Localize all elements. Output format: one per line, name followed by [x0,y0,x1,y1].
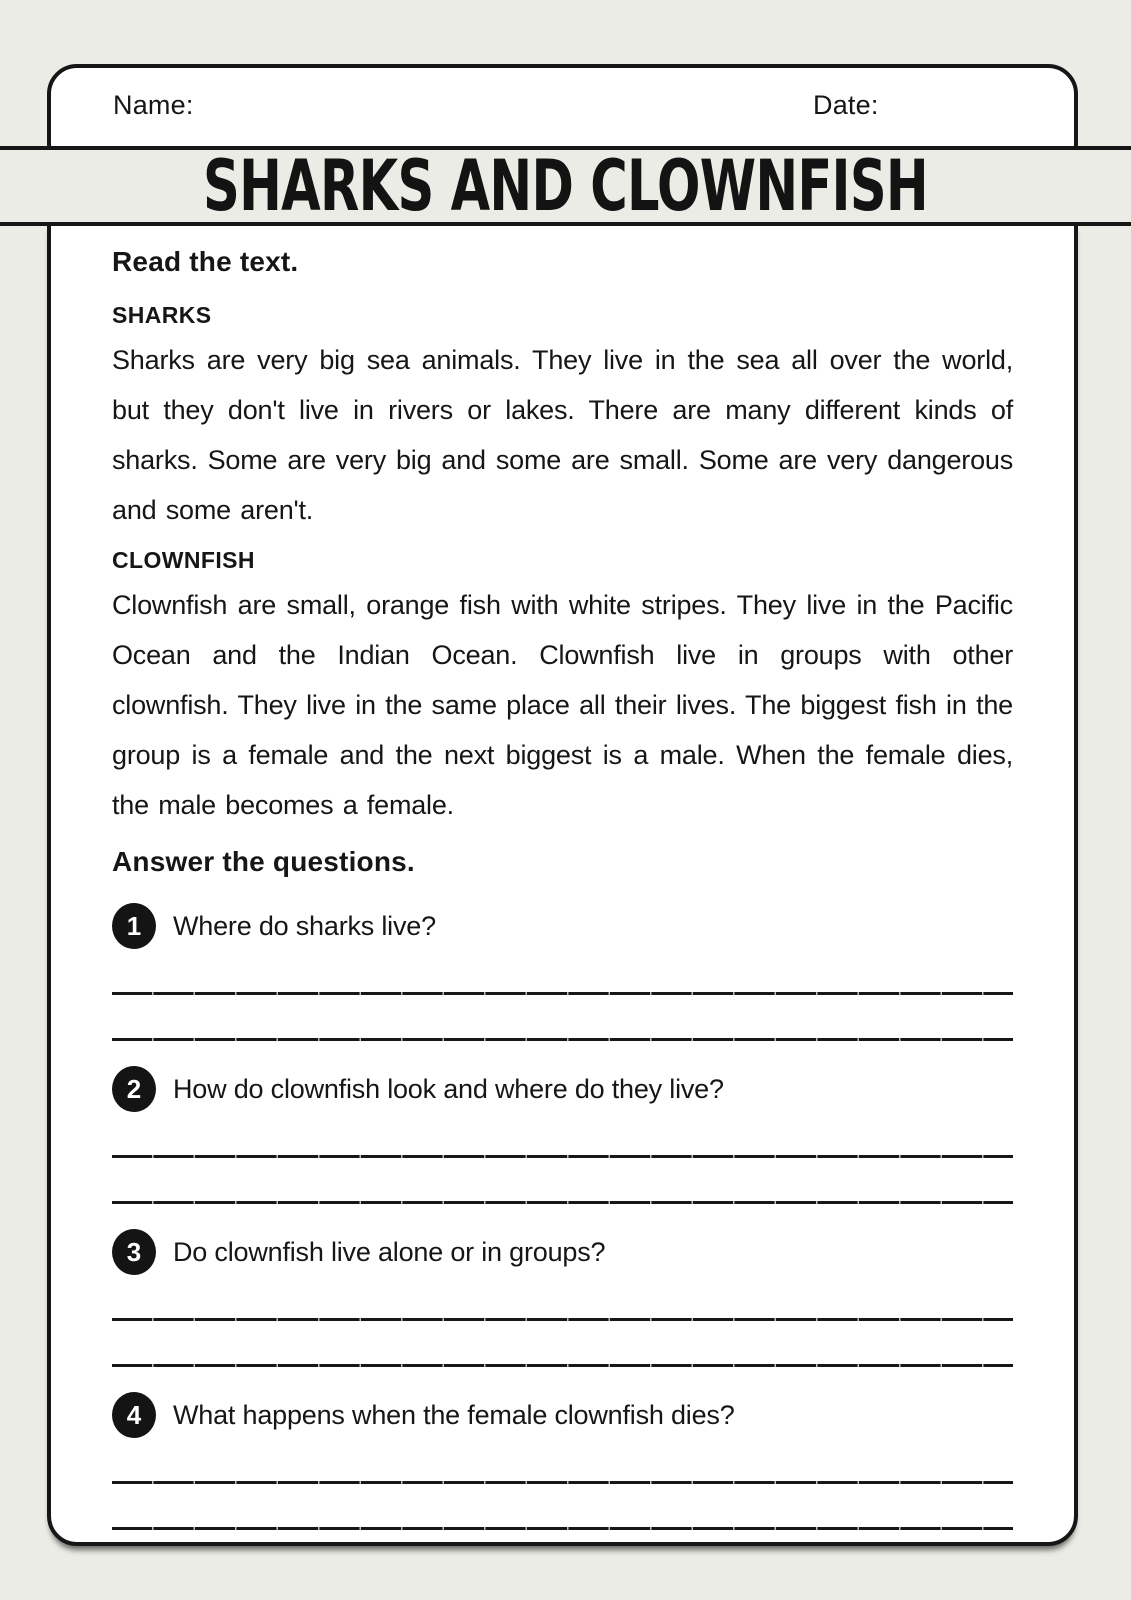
question-text: How do clownfish look and where do they live? [173,1073,724,1104]
answer-blank-line[interactable] [112,1201,1013,1204]
answer-blank-line[interactable] [112,992,1013,995]
question-number-badge: 2 [112,1066,156,1112]
question-row [112,1065,1013,1113]
question-text: Where do sharks live? [173,910,436,941]
worksheet-body [47,222,1078,1546]
question-text: Do clownfish live alone or in groups? [173,1236,606,1267]
section-heading-clownfish: CLOWNFISH [112,547,255,573]
answer-blank-line[interactable] [112,1318,1013,1321]
question-block-1 [112,902,1013,1041]
question-block-4 [112,1391,1013,1530]
read-instruction: Read the text. [112,246,299,277]
answer-blank-line[interactable] [112,1481,1013,1484]
sharks-paragraph: Sharks are very big sea animals. They live in the sea all over the world, but they don't live in rivers or lakes. There are many different kinds of sharks. Some are very big and some are small. Some are very dangerous and some aren't. [112,345,1013,525]
page-title: SHARKS AND CLOWNFISH [203,145,928,227]
date-label: Date: [813,90,879,120]
question-row [112,902,1013,950]
answer-blank-line[interactable] [112,1364,1013,1367]
question-block-3 [112,1228,1013,1367]
answer-instruction: Answer the questions. [112,846,415,877]
name-label: Name: [113,90,194,120]
question-row [112,1391,1013,1439]
answer-blank-line[interactable] [112,1155,1013,1158]
question-number-badge: 3 [112,1229,156,1275]
section-heading-sharks: SHARKS [112,302,212,328]
question-number-badge: 1 [112,903,156,949]
clownfish-paragraph: Clownfish are small, orange fish with white stripes. They live in the Pacific Ocean and the Indian Ocean. Clownfish live in groups with other clownfish. They live in the same place all their lives. The biggest fish in the group is a female and the next biggest is a male. When the female dies, the male becomes a female. [112,590,1013,820]
answer-blank-line[interactable] [112,1038,1013,1041]
question-number-badge: 4 [112,1392,156,1438]
question-block-2 [112,1065,1013,1204]
question-text: What happens when the female clownfish dies? [173,1399,735,1430]
title-band [0,146,1131,226]
question-row [112,1228,1013,1276]
answer-blank-line[interactable] [112,1527,1013,1530]
